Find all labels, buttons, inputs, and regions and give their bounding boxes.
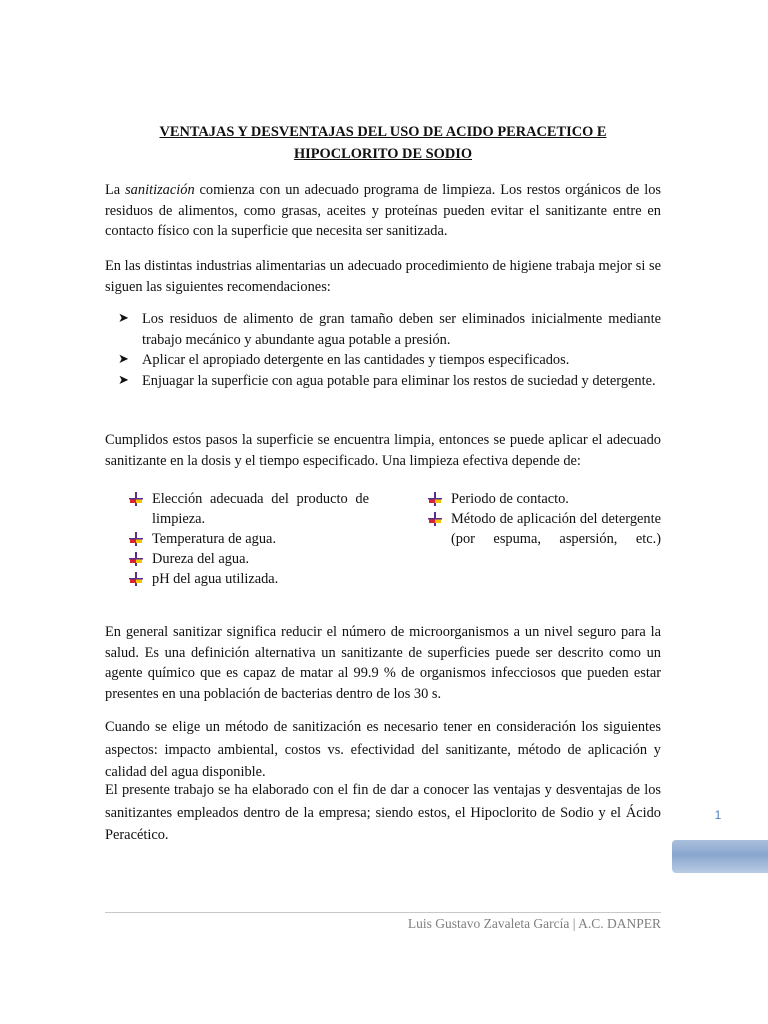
list-item — [129, 569, 369, 589]
page-number: 1 — [714, 808, 722, 822]
factors-list-left — [129, 489, 369, 589]
arrow-bullet-icon: ➤ — [118, 352, 129, 367]
list-item — [118, 350, 661, 371]
page-tab-decoration — [672, 840, 768, 873]
list-item — [118, 371, 661, 392]
list-item — [428, 489, 661, 509]
factors-list-right — [428, 489, 661, 549]
paragraph-definition: En general sanitizar significa reducir el número de microorganismos a un nivel seguro para la salud. Es una definición alternativa un sanitizante de superficies puede ser descrito como un agente químico que es capaz de matar al 99.9 % de organismos infecciosos que pueden estar presentes en una población de bacterias dentro de los 30 s. — [105, 624, 661, 702]
recommendations-list — [118, 309, 661, 391]
list-item — [129, 489, 369, 529]
paragraph-considerations: Cuando se elige un método de sanitización es necesario tener en consideración los siguientes aspectos: impacto ambiental, costos vs. efectividad del sanitizante, método de aplicación y calidad del agua disponible. — [105, 719, 661, 780]
pushpin-bullet-icon — [129, 552, 143, 566]
intro-pre: La — [105, 182, 126, 198]
pushpin-bullet-icon — [428, 492, 442, 506]
recommendation-text: Aplicar el apropiado detergente en las cantidades y tiempos especificados. — [142, 352, 570, 368]
arrow-bullet-icon: ➤ — [118, 311, 129, 326]
list-item — [428, 509, 661, 549]
factor-text: pH del agua utilizada. — [152, 571, 279, 587]
title-line-2: HIPOCLORITO DE SODIO — [293, 146, 473, 162]
list-item — [118, 309, 661, 350]
factor-text: Temperatura de agua. — [152, 531, 277, 547]
pushpin-bullet-icon — [428, 512, 442, 526]
recommendation-text: Los residuos de alimento de gran tamaño deben ser eliminados inicialmente mediante trabajo mecánico y abundante agua potable a presión. — [142, 311, 661, 348]
intro-italic-term: sanitización — [125, 182, 195, 198]
paragraph-intro — [105, 180, 661, 242]
paragraph-recommendations-intro: En las distintas industrias alimentarias un adecuado procedimiento de higiene trabaja mejor si se siguen las siguientes recomendaciones: — [105, 258, 661, 295]
footer-divider — [105, 912, 661, 913]
paragraph-purpose: El presente trabajo se ha elaborado con el fin de dar a conocer las ventajas y desventajas de los sanitizantes empleados dentro de la empresa; siendo estos, el Hipoclorito de Sodio y el Ácido Peracético. — [105, 782, 661, 843]
recommendation-text: Enjuagar la superficie con agua potable para eliminar los restos de suciedad y detergente. — [142, 372, 656, 389]
factor-text: Periodo de contacto. — [451, 491, 569, 507]
footer-text: Luis Gustavo Zavaleta García | A.C. DANPER — [407, 916, 661, 931]
list-item — [129, 529, 369, 549]
title-line-1: VENTAJAS Y DESVENTAJAS DEL USO DE ACIDO PERACETICO E — [159, 124, 607, 140]
pushpin-bullet-icon — [129, 532, 143, 546]
intro-post: comienza con un adecuado programa de limpieza. Los restos orgánicos de los residuos de alimentos, como grasas, aceites y proteínas pueden evitar el sanitizante entre en contacto físico con la superficie que necesita ser sanitizada. — [105, 182, 662, 239]
factor-text: Método de aplicación del detergente (por espuma, aspersión, etc.) — [451, 511, 661, 547]
paragraph-cleaning: Cumplidos estos pasos la superficie se encuentra limpia, entonces se puede aplicar el adecuado sanitizante en la dosis y el tiempo especificado. Una limpieza efectiva depende de: — [105, 432, 661, 469]
list-item — [129, 549, 369, 569]
document-title — [105, 121, 661, 165]
pushpin-bullet-icon — [129, 492, 143, 506]
arrow-bullet-icon: ➤ — [118, 372, 129, 388]
factor-text: Elección adecuada del producto de limpieza. — [152, 491, 369, 527]
factor-text: Dureza del agua. — [152, 551, 250, 567]
pushpin-bullet-icon — [129, 572, 143, 586]
